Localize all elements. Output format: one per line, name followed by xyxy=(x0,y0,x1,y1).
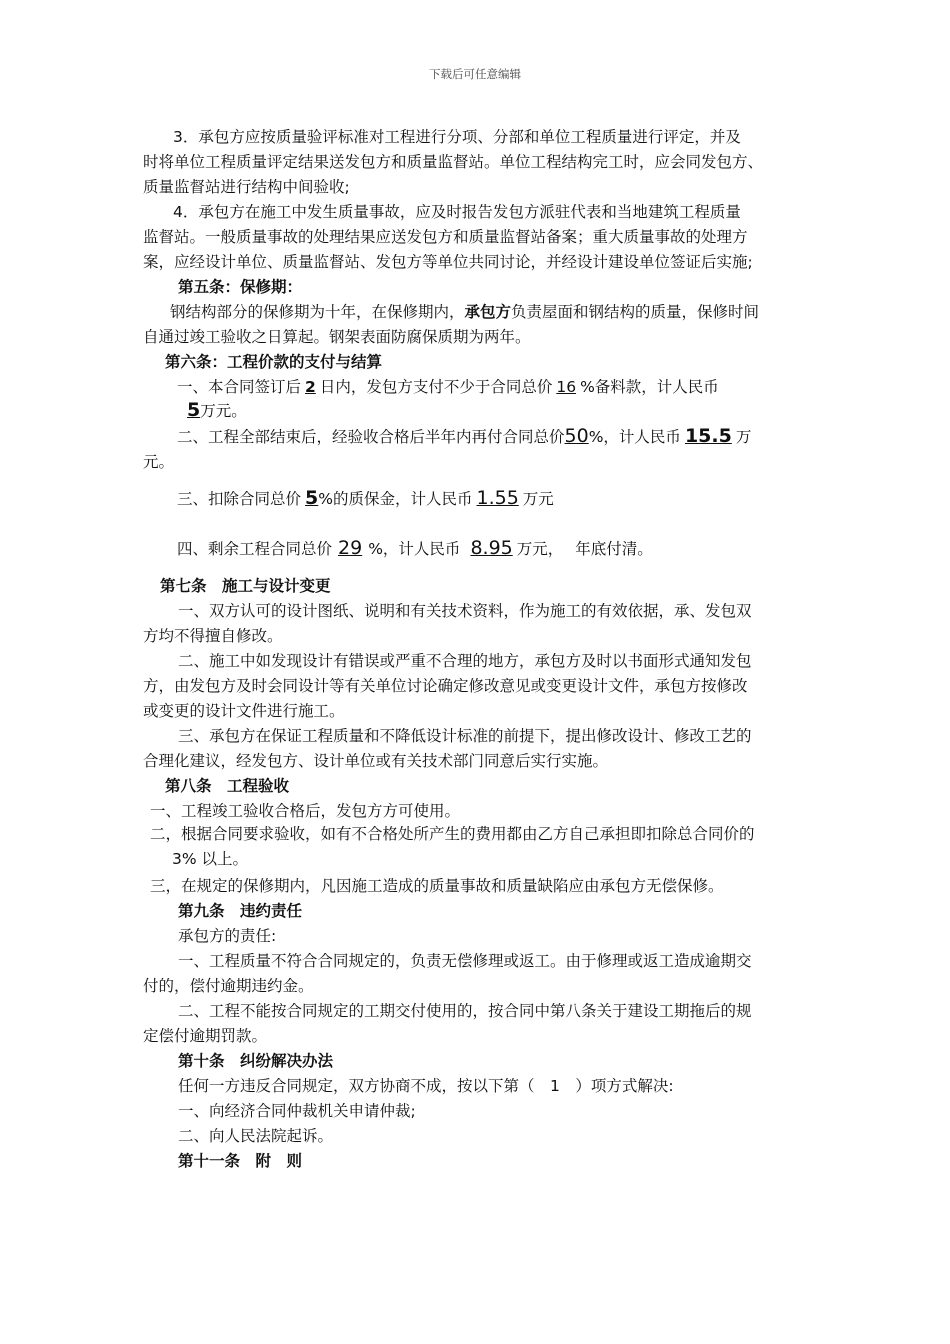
article-8-para-3: 三，在规定的保修期内，凡因施工造成的质量事故和质量缺陷应由承包方无偿保修。 xyxy=(150,877,724,895)
article-8-para-1: 一、工程竣工验收合格后，发包方方可使用。 xyxy=(150,802,461,820)
clause-3-line-3: 质量监督站进行结构中间验收; xyxy=(143,178,350,196)
page-header: 下载后可任意编辑 xyxy=(429,67,521,81)
article-7-para-2-line-2: 方，由发包方及时会同设计等有关单位讨论确定修改意见或变更设计文件，承包方按修改 xyxy=(143,677,748,695)
article-10-option-1: 一、向经济合同仲裁机关申请仲裁; xyxy=(178,1102,416,1120)
article-6-para-1-amount: 5万元。 xyxy=(187,399,247,421)
article-9-title: 第九条 违约责任 xyxy=(178,902,303,920)
article-5-title: 第五条：保修期： xyxy=(178,278,303,296)
article-9-para-2-line-2: 定偿付逾期罚款。 xyxy=(143,1027,268,1045)
article-8-para-2-line-1: 二，根据合同要求验收，如有不合格处所产生的费用都由乙方自己承担即扣除总合同价的 xyxy=(150,825,755,843)
article-6-para-3: 三、扣除合同总价 5%的质保金，计人民币 1.55 万元 xyxy=(177,487,554,509)
article-9-para-1-line-1: 一、工程质量不符合合同规定的，负责无偿修理或返工。由于修理或返工造成逾期交 xyxy=(178,952,752,970)
article-7-para-2-line-3: 或变更的设计文件进行施工。 xyxy=(143,702,345,720)
article-6-para-2-end: 元。 xyxy=(143,453,175,471)
article-7-para-1-line-1: 一、双方认可的设计图纸、说明和有关技术资料，作为施工的有效依据，承、发包双 xyxy=(178,602,752,620)
clause-3-line-2: 时将单位工程质量评定结果送发包方和质量监督站。单位工程结构完工时，应会同发包方、 xyxy=(143,153,764,171)
article-11-title: 第十一条 附 则 xyxy=(178,1152,303,1170)
clause-4-line-1: 4．承包方在施工中发生质量事故，应及时报告发包方派驻代表和当地建筑工程质量 xyxy=(173,203,741,221)
article-9-para-1-line-2: 付的，偿付逾期违约金。 xyxy=(143,977,314,995)
clause-4-line-3: 案，应经设计单位、质量监督站、发包方等单位共同讨论，并经设计建设单位签证后实施; xyxy=(143,253,753,271)
article-8-para-2-line-2: 3% 以上。 xyxy=(172,850,249,868)
article-5-line-1: 钢结构部分的保修期为十年，在保修期内，承包方负责屋面和钢结构的质量，保修时间 xyxy=(170,303,760,321)
article-10-option-2: 二、向人民法院起诉。 xyxy=(178,1127,334,1145)
article-7-para-3-line-2: 合理化建议，经发包方、设计单位或有关技术部门同意后实行实施。 xyxy=(143,752,609,770)
clause-4-line-2: 监督站。一般质量事故的处理结果应送发包方和质量监督站备案；重大质量事故的处理方 xyxy=(143,228,748,246)
article-6-title: 第六条：工程价款的支付与结算 xyxy=(165,353,383,371)
article-7-para-1-line-2: 方均不得擅自修改。 xyxy=(143,627,283,645)
article-6-para-1: 一、本合同签订后 2 日内，发包方支付不少于合同总价 16 %备料款，计人民币 xyxy=(177,378,719,396)
article-8-title: 第八条 工程验收 xyxy=(165,777,290,795)
article-7-para-2-line-1: 二、施工中如发现设计有错误或严重不合理的地方，承包方及时以书面形式通知发包 xyxy=(178,652,752,670)
article-6-para-2: 二、工程全部结束后，经验收合格后半年内再付合同总价50%，计人民币 15.5 万 xyxy=(177,425,752,447)
article-9-para-2-line-1: 二、工程不能按合同规定的工期交付使用的，按合同中第八条关于建设工期拖后的规 xyxy=(178,1002,752,1020)
article-7-title: 第七条 施工与设计变更 xyxy=(160,577,331,595)
article-6-para-4: 四、剩余工程合同总价 29 %，计人民币 8.95 万元， 年底付清。 xyxy=(177,537,653,559)
article-7-para-3-line-1: 三、承包方在保证工程质量和不降低设计标准的前提下，提出修改设计、修改工艺的 xyxy=(178,727,752,745)
article-5-line-2: 自通过竣工验收之日算起。钢架表面防腐保质期为两年。 xyxy=(143,328,531,346)
clause-3-line-1: 3．承包方应按质量验评标准对工程进行分项、分部和单位工程质量进行评定，并及 xyxy=(173,128,741,146)
article-10-title: 第十条 纠纷解决办法 xyxy=(178,1052,334,1070)
article-10-intro: 任何一方违反合同规定，双方协商不成，按以下第（ 1 ）项方式解决: xyxy=(178,1077,674,1095)
article-9-subtitle: 承包方的责任: xyxy=(178,927,277,945)
